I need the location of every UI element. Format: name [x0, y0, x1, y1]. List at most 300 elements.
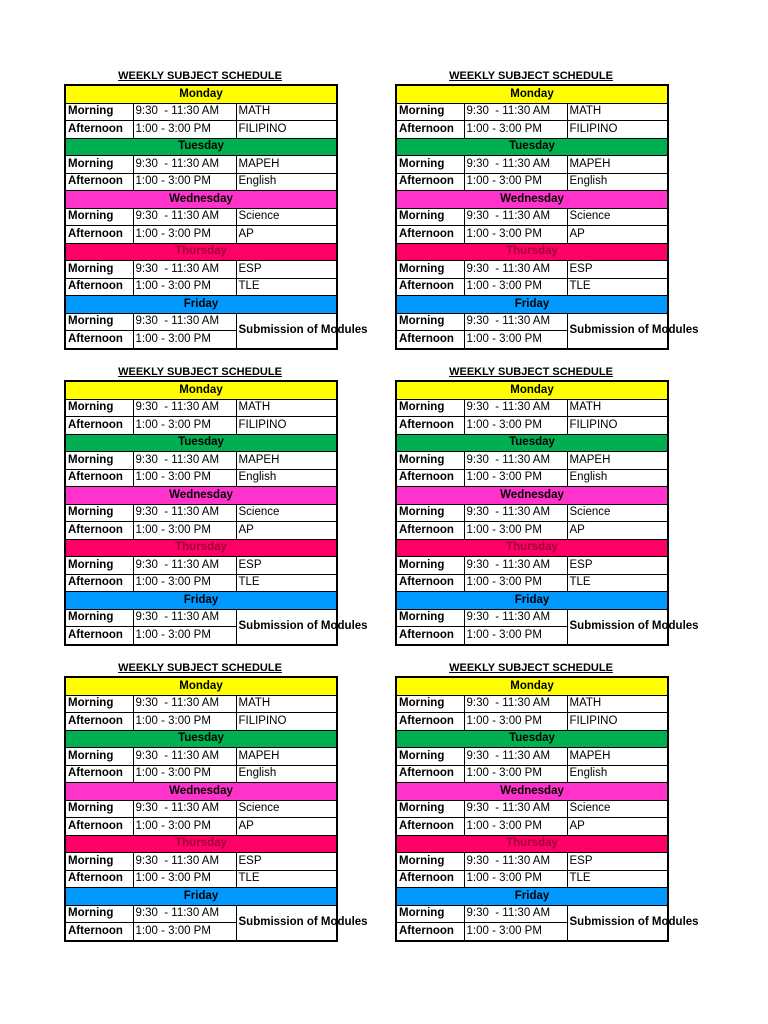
period-cell: Morning	[396, 208, 464, 226]
table-row	[396, 695, 668, 713]
table-row	[65, 695, 337, 713]
time-cell: 1:00 - 3:00 PM	[133, 627, 236, 645]
schedule-card	[64, 660, 368, 942]
table-row	[396, 469, 668, 487]
subject-cell: MAPEH	[236, 156, 337, 174]
day-header-row	[396, 487, 668, 505]
subject-cell-merged: Submission of Modules	[236, 609, 337, 645]
subject-cell: FILIPINO	[236, 713, 337, 731]
table-row	[396, 522, 668, 540]
subject-cell: TLE	[236, 870, 337, 888]
period-cell: Morning	[396, 609, 464, 627]
time-cell: 1:00 - 3:00 PM	[464, 522, 567, 540]
time-cell: 9:30 - 11:30 AM	[133, 313, 236, 331]
subject-cell: FILIPINO	[236, 121, 337, 139]
subject-cell: MATH	[567, 695, 668, 713]
period-cell: Afternoon	[65, 278, 133, 296]
period-cell: Afternoon	[396, 627, 464, 645]
subject-cell: English	[567, 469, 668, 487]
period-cell: Afternoon	[65, 173, 133, 191]
table-row	[396, 557, 668, 575]
day-header-row	[65, 434, 337, 452]
period-cell: Afternoon	[65, 417, 133, 435]
time-cell: 9:30 - 11:30 AM	[133, 261, 236, 279]
subject-cell: TLE	[236, 278, 337, 296]
time-cell: 1:00 - 3:00 PM	[133, 121, 236, 139]
time-cell: 1:00 - 3:00 PM	[464, 818, 567, 836]
subject-cell: Science	[567, 504, 668, 522]
table-row	[65, 504, 337, 522]
time-cell: 1:00 - 3:00 PM	[133, 713, 236, 731]
table-row	[396, 417, 668, 435]
day-header-friday: Friday	[396, 296, 668, 314]
day-header-thursday: Thursday	[396, 835, 668, 853]
table-row	[396, 399, 668, 417]
day-header-row	[65, 539, 337, 557]
time-cell: 1:00 - 3:00 PM	[464, 870, 567, 888]
day-header-row	[396, 138, 668, 156]
schedule-table	[64, 676, 368, 942]
period-cell: Afternoon	[65, 226, 133, 244]
period-cell: Afternoon	[65, 522, 133, 540]
time-cell: 9:30 - 11:30 AM	[133, 609, 236, 627]
subject-cell: FILIPINO	[567, 713, 668, 731]
period-cell: Morning	[396, 261, 464, 279]
day-header-wednesday: Wednesday	[396, 783, 668, 801]
day-header-row	[65, 85, 337, 103]
table-row	[65, 469, 337, 487]
time-cell: 1:00 - 3:00 PM	[133, 278, 236, 296]
period-cell: Afternoon	[65, 765, 133, 783]
day-header-row	[396, 85, 668, 103]
day-header-row	[65, 730, 337, 748]
table-row	[396, 504, 668, 522]
day-header-tuesday: Tuesday	[65, 434, 337, 452]
day-header-thursday: Thursday	[396, 243, 668, 261]
subject-cell: TLE	[567, 574, 668, 592]
subject-cell: FILIPINO	[236, 417, 337, 435]
period-cell: Morning	[65, 156, 133, 174]
time-cell: 9:30 - 11:30 AM	[133, 748, 236, 766]
day-header-row	[65, 243, 337, 261]
subject-cell-merged: Submission of Modules	[236, 313, 337, 349]
subject-cell: MAPEH	[236, 748, 337, 766]
table-row	[65, 870, 337, 888]
schedule-card	[64, 364, 368, 646]
table-row	[396, 261, 668, 279]
day-header-monday: Monday	[65, 85, 337, 103]
table-row	[65, 208, 337, 226]
time-cell: 1:00 - 3:00 PM	[133, 331, 236, 349]
subject-cell: ESP	[236, 261, 337, 279]
period-cell: Morning	[396, 313, 464, 331]
period-cell: Morning	[65, 103, 133, 121]
time-cell: 1:00 - 3:00 PM	[464, 417, 567, 435]
period-cell: Morning	[65, 313, 133, 331]
subject-cell: English	[567, 765, 668, 783]
day-header-row	[65, 888, 337, 906]
time-cell: 9:30 - 11:30 AM	[133, 208, 236, 226]
subject-cell: FILIPINO	[567, 417, 668, 435]
subject-cell: AP	[236, 522, 337, 540]
table-row	[396, 226, 668, 244]
period-cell: Afternoon	[65, 713, 133, 731]
table-row	[65, 452, 337, 470]
day-header-thursday: Thursday	[65, 243, 337, 261]
subject-cell: MAPEH	[236, 452, 337, 470]
period-cell: Morning	[65, 399, 133, 417]
period-cell: Morning	[65, 695, 133, 713]
period-cell: Afternoon	[65, 469, 133, 487]
subject-cell: English	[236, 173, 337, 191]
period-cell: Afternoon	[396, 923, 464, 941]
table-row	[65, 800, 337, 818]
period-cell: Morning	[65, 905, 133, 923]
subject-cell: Science	[236, 208, 337, 226]
table-row	[396, 800, 668, 818]
table-row	[396, 313, 668, 331]
period-cell: Morning	[396, 695, 464, 713]
day-header-row	[396, 381, 668, 399]
subject-cell: TLE	[567, 278, 668, 296]
day-header-friday: Friday	[65, 296, 337, 314]
table-row	[396, 818, 668, 836]
schedule-card	[395, 68, 699, 350]
period-cell: Afternoon	[65, 121, 133, 139]
schedule-table	[395, 676, 699, 942]
period-cell: Morning	[65, 748, 133, 766]
day-header-monday: Monday	[396, 677, 668, 695]
time-cell: 9:30 - 11:30 AM	[464, 452, 567, 470]
time-cell: 9:30 - 11:30 AM	[133, 800, 236, 818]
schedule-table	[64, 380, 368, 646]
day-header-row	[396, 677, 668, 695]
day-header-friday: Friday	[396, 888, 668, 906]
table-row	[65, 557, 337, 575]
day-header-row	[65, 381, 337, 399]
schedule-title: WEEKLY SUBJECT SCHEDULE	[118, 366, 282, 378]
day-header-thursday: Thursday	[65, 539, 337, 557]
table-row	[396, 905, 668, 923]
subject-cell-merged: Submission of Modules	[567, 609, 668, 645]
time-cell: 9:30 - 11:30 AM	[464, 156, 567, 174]
subject-cell: Science	[236, 800, 337, 818]
time-cell: 1:00 - 3:00 PM	[133, 173, 236, 191]
subject-cell: MATH	[567, 103, 668, 121]
subject-cell: AP	[236, 226, 337, 244]
table-row	[396, 156, 668, 174]
time-cell: 9:30 - 11:30 AM	[464, 504, 567, 522]
time-cell: 1:00 - 3:00 PM	[464, 923, 567, 941]
day-header-row	[396, 539, 668, 557]
period-cell: Afternoon	[396, 226, 464, 244]
day-header-row	[65, 783, 337, 801]
day-header-thursday: Thursday	[396, 539, 668, 557]
time-cell: 9:30 - 11:30 AM	[464, 313, 567, 331]
time-cell: 9:30 - 11:30 AM	[464, 748, 567, 766]
day-header-wednesday: Wednesday	[65, 191, 337, 209]
period-cell: Morning	[396, 748, 464, 766]
table-row	[65, 609, 337, 627]
time-cell: 9:30 - 11:30 AM	[464, 399, 567, 417]
table-row	[65, 748, 337, 766]
time-cell: 1:00 - 3:00 PM	[464, 121, 567, 139]
period-cell: Morning	[396, 504, 464, 522]
subject-cell-merged: Submission of Modules	[567, 313, 668, 349]
day-header-thursday: Thursday	[65, 835, 337, 853]
time-cell: 1:00 - 3:00 PM	[133, 923, 236, 941]
time-cell: 9:30 - 11:30 AM	[133, 452, 236, 470]
schedule-title: WEEKLY SUBJECT SCHEDULE	[118, 662, 282, 674]
subject-cell: AP	[567, 818, 668, 836]
time-cell: 9:30 - 11:30 AM	[133, 504, 236, 522]
subject-cell: MAPEH	[567, 748, 668, 766]
time-cell: 1:00 - 3:00 PM	[133, 870, 236, 888]
period-cell: Afternoon	[396, 278, 464, 296]
time-cell: 1:00 - 3:00 PM	[464, 627, 567, 645]
time-cell: 1:00 - 3:00 PM	[464, 173, 567, 191]
time-cell: 9:30 - 11:30 AM	[464, 853, 567, 871]
time-cell: 1:00 - 3:00 PM	[464, 713, 567, 731]
subject-cell: ESP	[567, 261, 668, 279]
period-cell: Morning	[65, 261, 133, 279]
period-cell: Morning	[65, 208, 133, 226]
subject-cell: Science	[567, 208, 668, 226]
time-cell: 1:00 - 3:00 PM	[464, 765, 567, 783]
schedule-title: WEEKLY SUBJECT SCHEDULE	[118, 70, 282, 82]
time-cell: 1:00 - 3:00 PM	[133, 574, 236, 592]
period-cell: Morning	[396, 557, 464, 575]
period-cell: Afternoon	[396, 765, 464, 783]
period-cell: Morning	[396, 452, 464, 470]
subject-cell: ESP	[567, 557, 668, 575]
table-row	[396, 853, 668, 871]
subject-cell: AP	[567, 522, 668, 540]
period-cell: Morning	[65, 800, 133, 818]
day-header-friday: Friday	[65, 592, 337, 610]
time-cell: 9:30 - 11:30 AM	[133, 103, 236, 121]
subject-cell: TLE	[236, 574, 337, 592]
period-cell: Morning	[65, 609, 133, 627]
time-cell: 1:00 - 3:00 PM	[133, 765, 236, 783]
table-row	[65, 226, 337, 244]
table-row	[65, 313, 337, 331]
day-header-tuesday: Tuesday	[396, 730, 668, 748]
schedule-title: WEEKLY SUBJECT SCHEDULE	[449, 366, 613, 378]
period-cell: Morning	[396, 399, 464, 417]
period-cell: Morning	[396, 103, 464, 121]
day-header-row	[396, 191, 668, 209]
day-header-row	[396, 243, 668, 261]
subject-cell: ESP	[236, 853, 337, 871]
subject-cell: FILIPINO	[567, 121, 668, 139]
time-cell: 1:00 - 3:00 PM	[464, 226, 567, 244]
time-cell: 1:00 - 3:00 PM	[464, 331, 567, 349]
table-row	[396, 208, 668, 226]
day-header-wednesday: Wednesday	[396, 487, 668, 505]
period-cell: Afternoon	[65, 574, 133, 592]
day-header-row	[396, 888, 668, 906]
subject-cell: ESP	[567, 853, 668, 871]
time-cell: 9:30 - 11:30 AM	[133, 695, 236, 713]
table-row	[65, 765, 337, 783]
subject-cell: Science	[236, 504, 337, 522]
table-row	[65, 121, 337, 139]
period-cell: Afternoon	[65, 923, 133, 941]
day-header-wednesday: Wednesday	[396, 191, 668, 209]
day-header-row	[396, 434, 668, 452]
schedule-table	[395, 84, 699, 350]
table-row	[396, 748, 668, 766]
day-header-monday: Monday	[65, 381, 337, 399]
schedule-card	[64, 68, 368, 350]
schedule-table	[395, 380, 699, 646]
time-cell: 9:30 - 11:30 AM	[133, 156, 236, 174]
subject-cell: MAPEH	[567, 156, 668, 174]
day-header-row	[65, 191, 337, 209]
period-cell: Afternoon	[396, 870, 464, 888]
subject-cell: AP	[236, 818, 337, 836]
time-cell: 9:30 - 11:30 AM	[464, 800, 567, 818]
time-cell: 1:00 - 3:00 PM	[464, 278, 567, 296]
day-header-row	[396, 296, 668, 314]
day-header-friday: Friday	[396, 592, 668, 610]
period-cell: Morning	[396, 800, 464, 818]
schedule-table	[64, 84, 368, 350]
subject-cell: ESP	[236, 557, 337, 575]
subject-cell: MATH	[567, 399, 668, 417]
time-cell: 1:00 - 3:00 PM	[464, 469, 567, 487]
time-cell: 9:30 - 11:30 AM	[464, 695, 567, 713]
table-row	[65, 261, 337, 279]
subject-cell-merged: Submission of Modules	[567, 905, 668, 941]
subject-cell: MATH	[236, 695, 337, 713]
time-cell: 1:00 - 3:00 PM	[133, 417, 236, 435]
time-cell: 9:30 - 11:30 AM	[464, 261, 567, 279]
period-cell: Afternoon	[65, 627, 133, 645]
period-cell: Afternoon	[396, 173, 464, 191]
subject-cell: English	[236, 765, 337, 783]
period-cell: Morning	[396, 905, 464, 923]
table-row	[396, 870, 668, 888]
time-cell: 1:00 - 3:00 PM	[464, 574, 567, 592]
table-row	[396, 713, 668, 731]
subject-cell: TLE	[567, 870, 668, 888]
period-cell: Morning	[65, 557, 133, 575]
schedule-card	[395, 364, 699, 646]
table-row	[396, 121, 668, 139]
table-row	[65, 522, 337, 540]
time-cell: 9:30 - 11:30 AM	[464, 208, 567, 226]
table-row	[65, 173, 337, 191]
period-cell: Morning	[65, 452, 133, 470]
time-cell: 9:30 - 11:30 AM	[133, 853, 236, 871]
subject-cell: MATH	[236, 103, 337, 121]
period-cell: Afternoon	[396, 469, 464, 487]
day-header-row	[396, 835, 668, 853]
day-header-monday: Monday	[65, 677, 337, 695]
day-header-tuesday: Tuesday	[65, 730, 337, 748]
period-cell: Afternoon	[396, 713, 464, 731]
period-cell: Afternoon	[396, 574, 464, 592]
schedule-card	[395, 660, 699, 942]
table-row	[65, 417, 337, 435]
time-cell: 9:30 - 11:30 AM	[464, 905, 567, 923]
table-row	[396, 173, 668, 191]
day-header-row	[65, 677, 337, 695]
period-cell: Afternoon	[65, 818, 133, 836]
table-row	[396, 278, 668, 296]
day-header-tuesday: Tuesday	[65, 138, 337, 156]
subject-cell: AP	[567, 226, 668, 244]
day-header-wednesday: Wednesday	[65, 783, 337, 801]
period-cell: Afternoon	[396, 121, 464, 139]
day-header-monday: Monday	[396, 381, 668, 399]
table-row	[65, 156, 337, 174]
table-row	[65, 278, 337, 296]
day-header-row	[65, 835, 337, 853]
period-cell: Afternoon	[65, 870, 133, 888]
time-cell: 9:30 - 11:30 AM	[133, 905, 236, 923]
time-cell: 9:30 - 11:30 AM	[133, 557, 236, 575]
table-row	[396, 609, 668, 627]
table-row	[65, 574, 337, 592]
subject-cell-merged: Submission of Modules	[236, 905, 337, 941]
period-cell: Afternoon	[396, 818, 464, 836]
day-header-wednesday: Wednesday	[65, 487, 337, 505]
time-cell: 1:00 - 3:00 PM	[133, 522, 236, 540]
day-header-row	[396, 783, 668, 801]
period-cell: Afternoon	[396, 331, 464, 349]
day-header-tuesday: Tuesday	[396, 434, 668, 452]
day-header-row	[65, 487, 337, 505]
table-row	[396, 103, 668, 121]
period-cell: Afternoon	[65, 331, 133, 349]
period-cell: Morning	[65, 853, 133, 871]
day-header-row	[65, 592, 337, 610]
subject-cell: MAPEH	[567, 452, 668, 470]
table-row	[65, 853, 337, 871]
day-header-monday: Monday	[396, 85, 668, 103]
subject-cell: English	[567, 173, 668, 191]
schedule-title: WEEKLY SUBJECT SCHEDULE	[449, 70, 613, 82]
period-cell: Morning	[396, 156, 464, 174]
time-cell: 9:30 - 11:30 AM	[133, 399, 236, 417]
table-row	[65, 905, 337, 923]
table-row	[65, 818, 337, 836]
table-row	[65, 399, 337, 417]
time-cell: 9:30 - 11:30 AM	[464, 103, 567, 121]
table-row	[65, 103, 337, 121]
time-cell: 1:00 - 3:00 PM	[133, 226, 236, 244]
day-header-row	[65, 138, 337, 156]
time-cell: 9:30 - 11:30 AM	[464, 609, 567, 627]
day-header-tuesday: Tuesday	[396, 138, 668, 156]
period-cell: Morning	[65, 504, 133, 522]
time-cell: 9:30 - 11:30 AM	[464, 557, 567, 575]
table-row	[396, 452, 668, 470]
time-cell: 1:00 - 3:00 PM	[133, 469, 236, 487]
table-row	[396, 765, 668, 783]
day-header-row	[396, 592, 668, 610]
table-row	[65, 713, 337, 731]
table-row	[396, 574, 668, 592]
time-cell: 1:00 - 3:00 PM	[133, 818, 236, 836]
subject-cell: Science	[567, 800, 668, 818]
day-header-row	[396, 730, 668, 748]
day-header-row	[65, 296, 337, 314]
subject-cell: English	[236, 469, 337, 487]
